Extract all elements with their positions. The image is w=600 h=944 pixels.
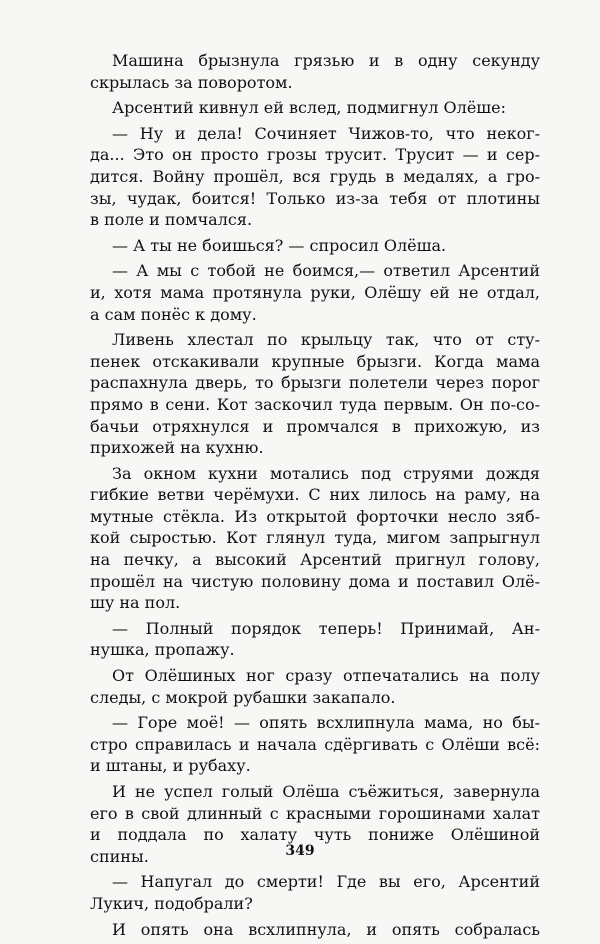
paragraph bbox=[90, 50, 540, 93]
text-line: — Напугал до смерти! Где вы его, Арсентий bbox=[112, 872, 540, 892]
text-line: и штаны, и рубаху. bbox=[90, 756, 251, 776]
text-line: нушка, пропажу. bbox=[90, 640, 235, 660]
page-body bbox=[90, 50, 540, 944]
text-line: За окном кухни мотались под струями дождя bbox=[112, 463, 540, 483]
text-line: гибкие ветви черёмухи. С них лилось на раму, на bbox=[90, 485, 540, 505]
text-line: на печку, а высокий Арсентий пригнул голову, bbox=[90, 550, 540, 570]
text-line: Машина брызнула грязью и в одну секунду bbox=[112, 51, 540, 70]
text-line: зы, чудак, боится! Только из-за тебя от плотины bbox=[90, 188, 540, 208]
paragraph bbox=[90, 618, 540, 661]
text-line: — Ну и дела! Сочиняет Чижов-то, что неког- bbox=[112, 123, 540, 143]
text-line: И не успел голый Олёша съёжиться, завернула bbox=[112, 782, 540, 801]
paragraph bbox=[90, 123, 540, 231]
paragraph bbox=[90, 260, 540, 325]
text-line: Арсентий кивнул ей вслед, подмигнул Олёше: bbox=[112, 98, 507, 118]
text-line: прямо в сени. Кот заскочил туда первым. Он по-со- bbox=[90, 394, 540, 414]
paragraph bbox=[90, 871, 540, 914]
page-number: 349 bbox=[285, 843, 315, 859]
text-line: пенек отскакивали крупные брызги. Когда мама bbox=[90, 351, 540, 371]
text-line: его в свой длинный с красными горошинами халат bbox=[90, 803, 540, 823]
text-line: и поддала по халату чуть пониже Олёшиной bbox=[90, 825, 540, 845]
text-line: в поле и помчался. bbox=[90, 210, 253, 230]
text-line: бачьи отряхнулся и промчался в прихожую, из bbox=[90, 416, 540, 436]
text-line: дится. Войну прошёл, вся грудь в медалях, а гро- bbox=[90, 166, 540, 186]
paragraph bbox=[90, 919, 540, 941]
paragraph bbox=[90, 463, 540, 614]
text-line: — Полный порядок теперь! Принимай, Ан- bbox=[112, 618, 540, 638]
text-line: и, хотя мама протянула руки, Олёшу ей не отдал, bbox=[90, 282, 540, 302]
text-line: От Олёшиных ног сразу отпечатались на полу bbox=[112, 666, 540, 686]
paragraph bbox=[90, 235, 540, 257]
text-line: — А мы с тобой не боимся,— ответил Арсентий bbox=[112, 261, 540, 281]
text-line: прошёл на чистую половину дома и поставил Олё- bbox=[90, 571, 540, 591]
text-line: скрылась за поворотом. bbox=[90, 72, 293, 92]
text-line: — А ты не боишься? — спросил Олёша. bbox=[112, 235, 447, 255]
text-line: мутные стёкла. Из открытой форточки несло зяб- bbox=[90, 506, 540, 526]
paragraph bbox=[90, 97, 540, 119]
text-line: распахнула дверь, то брызги полетели через порог bbox=[90, 373, 540, 393]
text-line: следы, с мокрой рубашки закапало. bbox=[90, 687, 396, 707]
text-line: а сам понёс к дому. bbox=[90, 304, 257, 324]
text-line: Ливень хлестал по крыльцу так, что от сту- bbox=[112, 330, 540, 350]
text-line: И опять она всхлипнула, и опять собралась bbox=[112, 919, 540, 939]
text-line: да... Это он просто грозы трусит. Трусит — и сер- bbox=[90, 145, 540, 165]
text-line: стро справилась и начала сдёргивать с Олёши всё: bbox=[90, 734, 540, 754]
text-line: спины. bbox=[90, 846, 149, 866]
text-line: кой сыростью. Кот глянул туда, мигом запрыгнул bbox=[90, 528, 540, 548]
paragraph bbox=[90, 712, 540, 777]
paragraph bbox=[90, 665, 540, 708]
text-line: шу на пол. bbox=[90, 593, 181, 613]
text-line: Лукич, подобрали? bbox=[90, 893, 253, 913]
text-line: — Горе моё! — опять всхлипнула мама, но бы- bbox=[112, 713, 540, 733]
paragraph bbox=[90, 329, 540, 459]
text-line: прихожей на кухню. bbox=[90, 438, 264, 458]
